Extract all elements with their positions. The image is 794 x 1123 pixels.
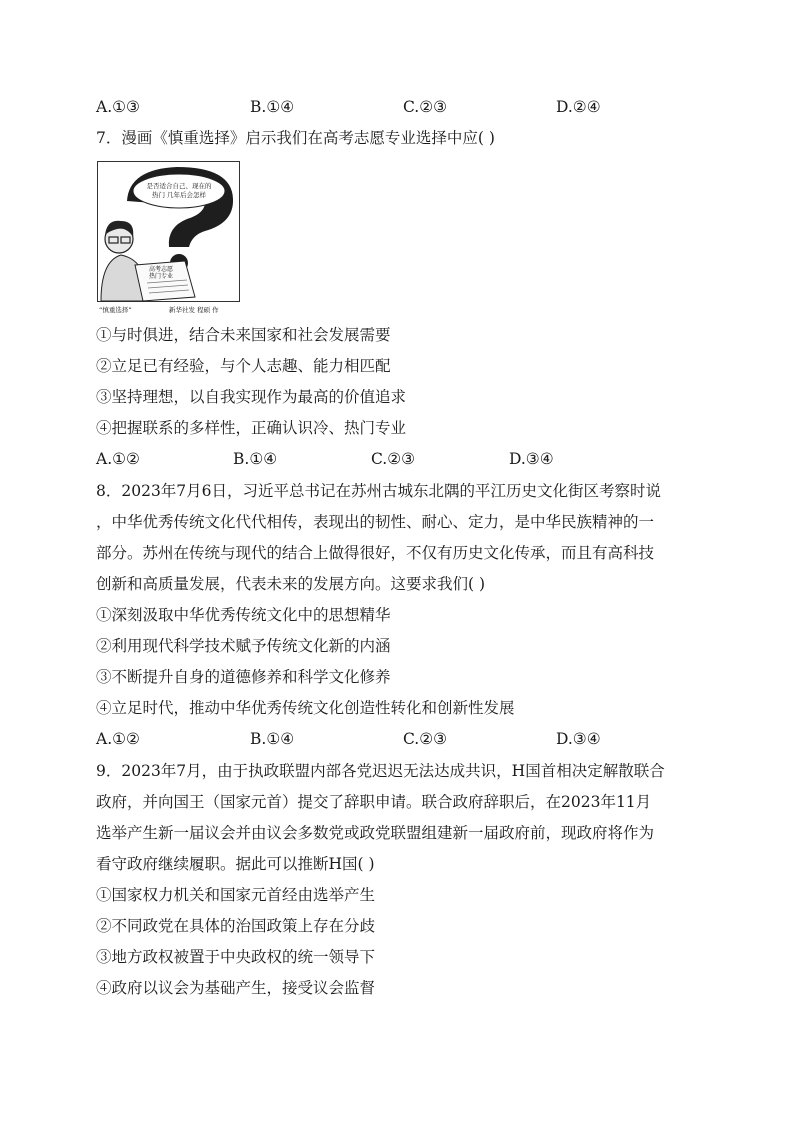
q7-option-a: A.①② <box>96 450 140 468</box>
q8-option-d: D.③④ <box>556 730 601 748</box>
q9-item-1: ①国家权力机关和国家元首经由选举产生 <box>96 886 376 904</box>
q9-stem-line-3: 选举产生新一届议会并由议会多数党或政党联盟组建新一届政府前，现政府将作为 <box>96 824 655 842</box>
q9-item-4: ④政府以议会为基础产生，接受议会监督 <box>96 979 376 997</box>
cartoon-caption-title: “慎重选择” <box>99 306 132 314</box>
q6-option-b: B.①④ <box>250 98 295 116</box>
q7-item-2: ②立足已有经验，与个人志趣、能力相匹配 <box>96 357 391 375</box>
q8-item-3: ③不断提升自身的道德修养和科学文化修养 <box>96 668 391 686</box>
q9-stem-line-4: 看守政府继续履职。据此可以推断H国( ) <box>96 855 375 873</box>
q9-stem-line-2: 政府，并向国王（国家元首）提交了辞职申请。联合政府辞职后，在2023年11月 <box>96 793 652 811</box>
q8-item-4: ④立足时代，推动中华优秀传统文化创造性转化和创新性发展 <box>96 699 515 717</box>
q7-item-3: ③坚持理想，以自我实现作为最高的价值追求 <box>96 388 407 406</box>
q6-option-d: D.②④ <box>556 98 601 116</box>
q7-option-b: B.①④ <box>233 450 278 468</box>
q8-option-a: A.①② <box>96 730 140 748</box>
cartoon-paper-line2: 热门专业 <box>148 273 174 280</box>
q7-cartoon <box>97 161 240 316</box>
q9-item-3: ③地方政权被置于中央政权的统一领导下 <box>96 948 376 966</box>
q9-stem-line-1: 9．2023年7月，由于执政联盟内部各党迟迟无法达成共识，H国首相决定解散联合 <box>96 762 665 780</box>
q6-option-a: A.①③ <box>96 98 140 116</box>
q6-option-c: C.②③ <box>403 98 448 116</box>
q9-item-2: ②不同政党在具体的治国政策上存在分歧 <box>96 917 376 935</box>
q8-option-b: B.①④ <box>250 730 295 748</box>
q7-option-d: D.③④ <box>509 450 554 468</box>
q7-item-4: ④把握联系的多样性，正确认识冷、热门专业 <box>96 419 407 437</box>
q8-stem-line-4: 创新和高质量发展，代表未来的发展方向。这要求我们( ) <box>96 575 486 593</box>
q7-item-1: ①与时俱进，结合未来国家和社会发展需要 <box>96 326 391 344</box>
cartoon-paper-line1: 高考志愿 <box>148 266 174 273</box>
q8-item-1: ①深刻汲取中华优秀传统文化中的思想精华 <box>96 606 391 624</box>
q7-option-c: C.②③ <box>371 450 416 468</box>
cartoon-bubble-line2: 热门 几年后会怎样 <box>151 191 207 199</box>
q8-option-c: C.②③ <box>403 730 448 748</box>
q8-stem-line-3: 部分。苏州在传统与现代的结合上做得很好，不仅有历史文化传承，而且有高科技 <box>96 544 655 562</box>
q8-stem-line-1: 8．2023年7月6日，习近平总书记在苏州古城东北隅的平江历史文化街区考察时说 <box>96 482 662 500</box>
q8-stem-line-2: ，中华优秀传统文化代代相传，表现出的韧性、耐心、定力，是中华民族精神的一 <box>96 513 655 531</box>
q8-item-2: ②利用现代科学技术赋予传统文化新的内涵 <box>96 637 391 655</box>
cartoon-bubble-line1: 是否适合自己、现在的 <box>146 182 212 190</box>
cartoon-caption-credit: 新华社发 程硕 作 <box>169 306 219 314</box>
q7-stem: 7．漫画《慎重选择》启示我们在高考志愿专业选择中应( ) <box>96 129 495 147</box>
